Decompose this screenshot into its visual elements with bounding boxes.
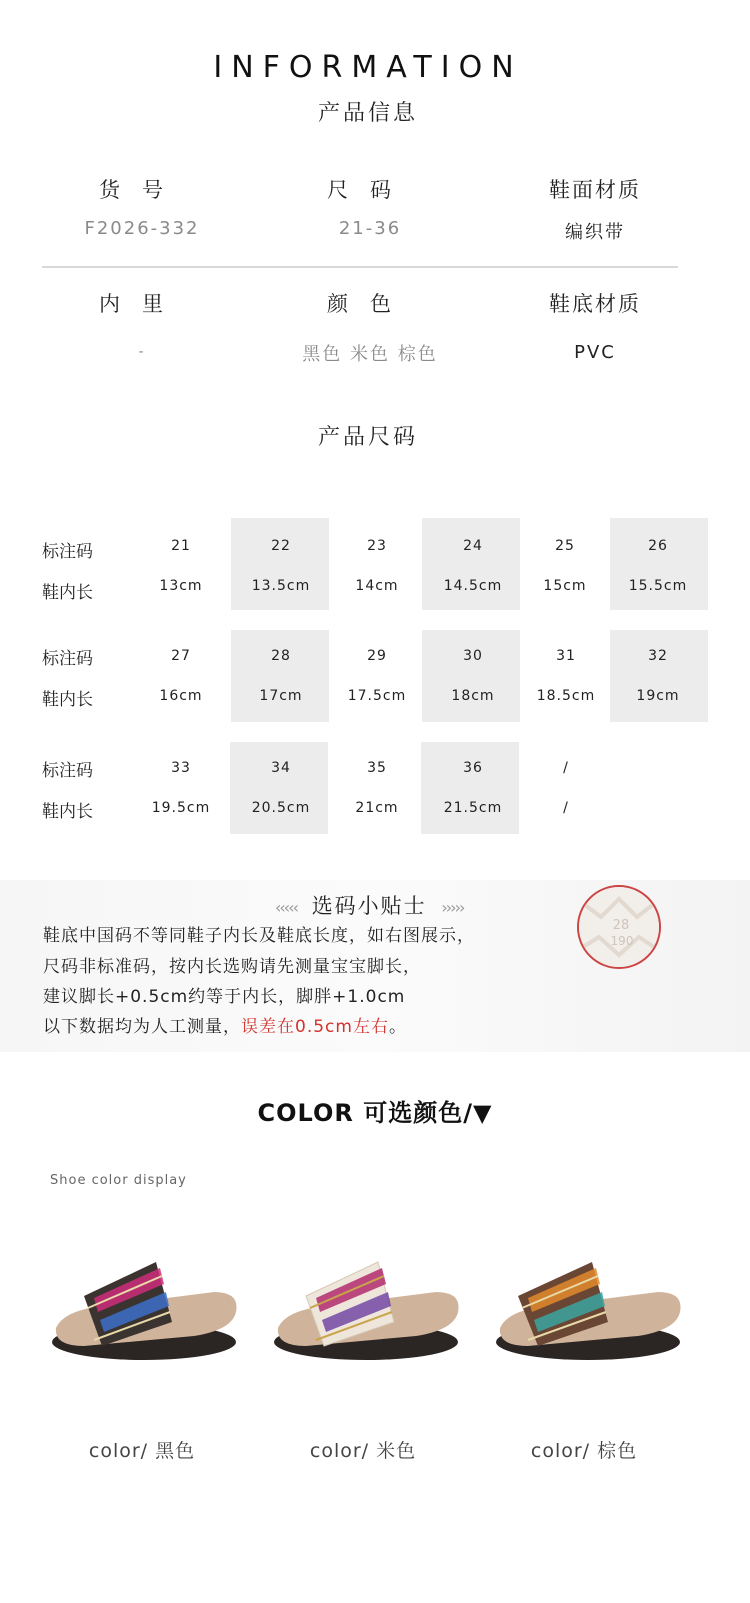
tips-line: 尺码非标准码，按内长选购请先测量宝宝脚长， <box>43 957 421 977</box>
length-cell: 17.5cm <box>347 688 407 704</box>
info-label: 颜色 <box>327 292 413 316</box>
highlight-column <box>421 742 519 834</box>
size-cell: 28 <box>271 648 291 664</box>
shoe-image-brown <box>488 1250 688 1380</box>
info-label: 尺码 <box>327 178 413 202</box>
size-cell: / <box>563 760 569 776</box>
info-label: 内里 <box>99 292 185 316</box>
length-cell: 16cm <box>159 688 203 704</box>
tips-line-text: 以下数据均为人工测量， <box>43 1017 241 1037</box>
length-cell: 15cm <box>543 578 587 594</box>
info-size <box>250 174 490 204</box>
size-block-3 <box>0 742 750 834</box>
info-value-item-number: F2026-332 <box>84 218 200 239</box>
tips-line: 建议脚长+0.5cm约等于内长，脚胖+1.0cm <box>43 987 406 1007</box>
highlight-column <box>422 630 520 722</box>
color-heading: COLOR 可选颜色/▼ <box>257 1099 493 1127</box>
highlight-column <box>610 630 708 722</box>
length-cell: 15.5cm <box>628 578 688 594</box>
size-cell: 27 <box>171 648 191 664</box>
slipper-icon <box>266 1250 466 1380</box>
highlight-column <box>610 518 708 610</box>
size-cell: 34 <box>271 760 291 776</box>
sole-mark-size: 28 <box>612 918 630 933</box>
sole-mark-length: 190 <box>610 934 634 948</box>
length-cell: 18.5cm <box>536 688 596 704</box>
info-item-number <box>22 174 262 204</box>
length-cell: 14.5cm <box>443 578 503 594</box>
tips-title-text: 选码小贴士 <box>311 894 427 918</box>
size-cell: 29 <box>367 648 387 664</box>
length-cell: 18cm <box>451 688 495 704</box>
shoe-image-beige <box>266 1250 466 1380</box>
size-block-1 <box>0 518 750 610</box>
color-label-brown: color/ 棕色 <box>530 1440 638 1462</box>
title-product-info: 产品信息 <box>317 101 418 126</box>
highlight-column <box>230 742 328 834</box>
info-sole-material <box>475 288 715 318</box>
row-label-length: 鞋内长 <box>42 690 93 710</box>
length-cell: 14cm <box>355 578 399 594</box>
sole-pattern-icon <box>579 887 659 967</box>
size-cell: 26 <box>648 538 668 554</box>
size-cell: 33 <box>171 760 191 776</box>
size-cell: 30 <box>463 648 483 664</box>
info-value-size: 21-36 <box>338 218 402 239</box>
size-cell: 25 <box>555 538 575 554</box>
tips-line-last <box>43 1012 407 1037</box>
length-cell: 13cm <box>159 578 203 594</box>
info-lining <box>22 288 262 318</box>
size-cell: 23 <box>367 538 387 554</box>
row-label-size: 标注码 <box>42 761 93 781</box>
info-label: 鞋面材质 <box>549 178 641 202</box>
size-cell: 22 <box>271 538 291 554</box>
tips-error-highlight: 误差在0.5cm左右 <box>241 1017 389 1037</box>
length-cell: 13.5cm <box>251 578 311 594</box>
size-cell: 32 <box>648 648 668 664</box>
tips-title <box>275 890 463 920</box>
size-cell: 36 <box>463 760 483 776</box>
sole-size-image <box>577 885 661 969</box>
size-cell: 21 <box>171 538 191 554</box>
info-label: 鞋底材质 <box>549 292 641 316</box>
info-color <box>250 288 490 318</box>
shoe-image-black <box>44 1250 244 1380</box>
highlight-column <box>231 518 329 610</box>
size-chart-title: 产品尺码 <box>317 425 418 450</box>
info-upper-material <box>475 174 715 204</box>
size-cell: 31 <box>556 648 576 664</box>
info-value-upper-material: 编织带 <box>565 222 625 243</box>
slipper-icon <box>44 1250 244 1380</box>
info-value-lining: - <box>138 344 146 360</box>
tips-line-end: 。 <box>388 1017 407 1037</box>
chevron-right-icon: ››››› <box>441 898 464 917</box>
row-label-size: 标注码 <box>42 649 93 669</box>
chevron-left-icon: ‹‹‹‹‹ <box>275 898 297 917</box>
row-label-size: 标注码 <box>42 542 93 562</box>
size-cell: 24 <box>463 538 483 554</box>
length-cell: 17cm <box>259 688 303 704</box>
length-cell: 20.5cm <box>251 800 311 816</box>
title-information: INFORMATION <box>213 50 523 85</box>
color-label-beige: color/ 米色 <box>309 1440 417 1462</box>
row-label-length: 鞋内长 <box>42 802 93 822</box>
length-cell: 19.5cm <box>151 800 211 816</box>
color-label-black: color/ 黑色 <box>88 1440 196 1462</box>
info-value-color: 黑色 米色 棕色 <box>302 344 438 365</box>
size-block-2 <box>0 630 750 722</box>
length-cell: 21cm <box>355 800 399 816</box>
info-divider <box>42 266 678 268</box>
length-cell: 21.5cm <box>443 800 503 816</box>
shoe-color-caption: Shoe color display <box>50 1173 187 1188</box>
info-value-sole-material: PVC <box>574 342 616 363</box>
length-cell: 19cm <box>636 688 680 704</box>
length-cell: / <box>563 800 569 816</box>
tips-line: 鞋底中国码不等同鞋子内长及鞋底长度，如右图展示， <box>43 926 475 946</box>
row-label-length: 鞋内长 <box>42 583 93 603</box>
slipper-icon <box>488 1250 688 1380</box>
size-cell: 35 <box>367 760 387 776</box>
highlight-column <box>422 518 520 610</box>
highlight-column <box>231 630 329 722</box>
info-label: 货号 <box>99 178 185 202</box>
